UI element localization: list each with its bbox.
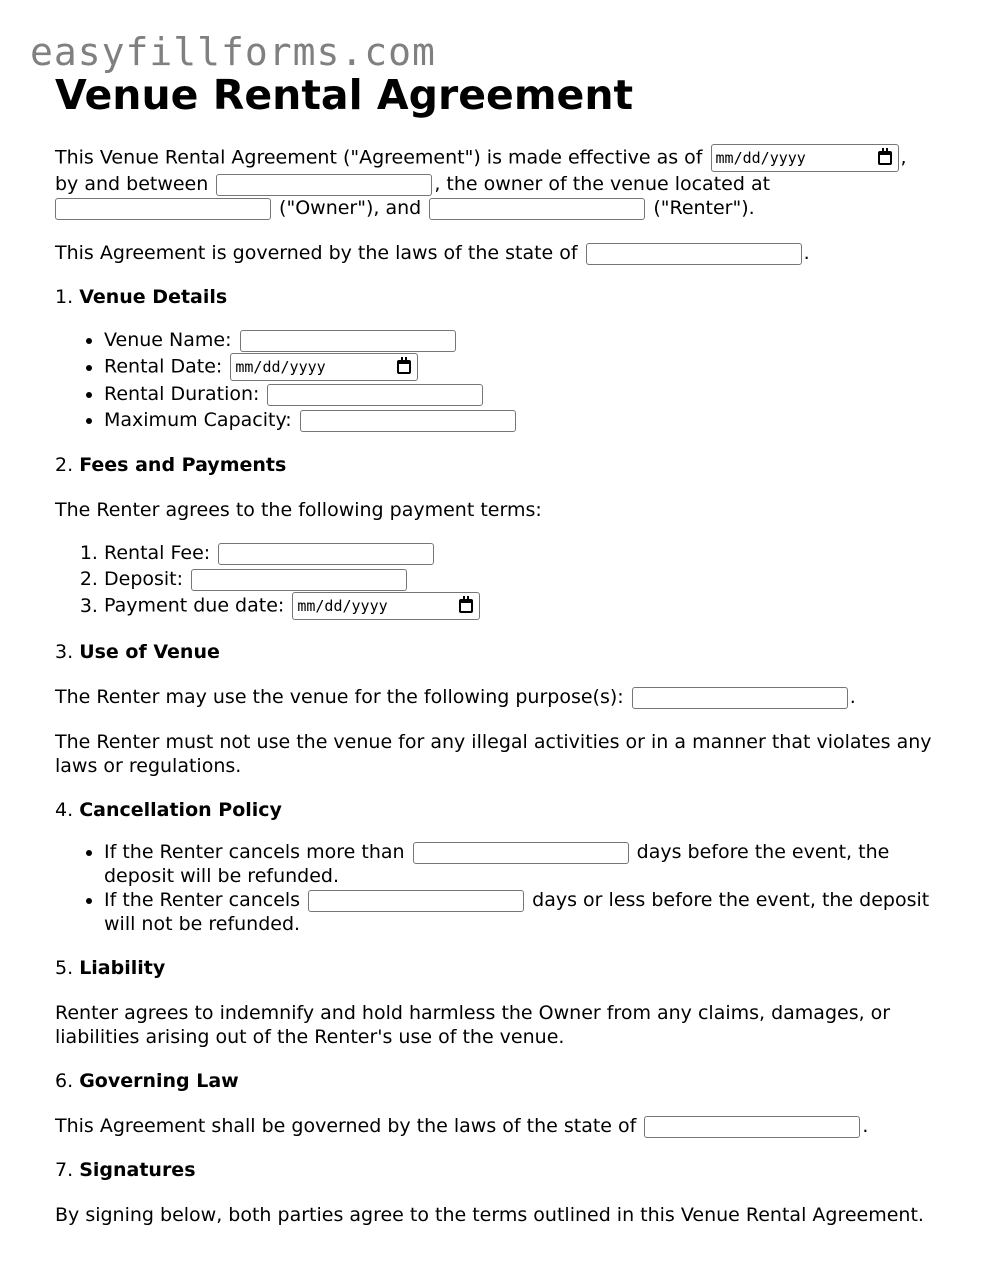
purpose-text: The Renter may use the venue for the following purpose(s): [55,686,624,708]
cancel-text: If the Renter cancels more than [104,841,405,863]
section-title: Fees and Payments [79,454,287,476]
max-capacity-input[interactable] [300,410,516,432]
calendar-icon[interactable] [459,599,473,613]
calendar-icon[interactable] [878,151,892,165]
governed-text: . [803,242,810,264]
field-label: Venue Name: [104,329,232,351]
rental-date-input[interactable] [230,353,418,381]
intro-text: ("Renter"). [653,197,755,219]
calendar-icon[interactable] [397,360,411,374]
purpose-text: . [849,686,856,708]
venue-details-list [55,327,955,433]
date-placeholder: mm/dd/yyyy [715,149,806,167]
list-item [104,540,955,566]
effective-date-input[interactable] [711,144,899,172]
list-item [104,566,955,592]
list-item [104,327,955,353]
section-number: 3. [55,641,74,663]
intro-text: ("Owner"), and [279,197,422,219]
list-item [104,353,955,381]
owner-name-input[interactable] [216,174,432,196]
signatures-text: By signing below, both parties agree to the terms outlined in this Venue Rental Agreement. [55,1204,924,1226]
rental-duration-input[interactable] [267,384,483,406]
section-heading [55,285,955,309]
field-label: Rental Date: [104,355,223,378]
list-item [104,592,955,620]
purpose-paragraph [55,685,955,709]
payment-terms-text: The Renter agrees to the following payment terms: [55,499,542,521]
governing-state-input[interactable] [586,243,802,265]
section-number: 4. [55,799,74,821]
intro-text: by and between [55,173,209,195]
field-label: Maximum Capacity: [104,409,292,431]
payment-due-date-input[interactable] [292,592,480,620]
section-number: 2. [55,454,74,476]
section-heading [55,453,955,477]
venue-location-input[interactable] [55,198,271,220]
section-title: Venue Details [79,286,228,308]
section-number: 7. [55,1159,74,1181]
intro-text: This Venue Rental Agreement ("Agreement") is made effective as of [55,146,703,169]
field-label: Rental Fee: [104,542,211,564]
field-label: Payment due date: [104,594,285,617]
cancel-text: days or less before the event, the deposit will not be refunded. [104,889,930,935]
field-label: Rental Duration: [104,383,260,405]
governing-law-text: . [862,1115,869,1137]
governing-law-text: This Agreement shall be governed by the laws of the state of [55,1115,637,1137]
governed-text: This Agreement is governed by the laws of the state of [55,242,578,264]
section-number: 1. [55,286,74,308]
renter-name-input[interactable] [429,198,645,220]
section-heading [55,956,955,980]
governed-paragraph [55,241,955,265]
page-title: Venue Rental Agreement [55,71,634,119]
section-title: Cancellation Policy [79,799,282,821]
illegal-use-text: The Renter must not use the venue for any illegal activities or in a manner that violates any laws or regulations. [55,731,932,777]
intro-text: , the owner of the venue located at [434,173,771,195]
venue-name-input[interactable] [240,330,456,352]
deposit-input[interactable] [191,569,407,591]
intro-text: , [900,146,907,169]
intro-paragraph [55,144,955,220]
cancel-text: days before the event, the deposit will be refunded. [104,841,890,887]
cancellation-list [55,840,955,936]
section-heading [55,1069,955,1093]
no-refund-days-input[interactable] [308,890,524,912]
list-item [104,407,955,433]
list-item [104,888,955,936]
section-heading [55,798,955,822]
liability-text: Renter agrees to indemnify and hold harmless the Owner from any claims, damages, or liabilities arising out of the Renter's use of the venue. [55,1002,891,1048]
list-item [104,840,955,888]
cancel-text: If the Renter cancels [104,889,301,911]
governing-law-paragraph [55,1114,955,1138]
section-title: Governing Law [79,1070,239,1092]
watermark: easyfillforms.com [30,30,436,74]
field-label: Deposit: [104,568,184,590]
payment-terms-list [55,540,955,620]
refund-days-input[interactable] [413,842,629,864]
section-title: Liability [79,957,166,979]
section-title: Signatures [79,1159,196,1181]
section-number: 5. [55,957,74,979]
section-title: Use of Venue [79,641,220,663]
date-placeholder: mm/dd/yyyy [297,597,388,615]
list-item [104,381,955,407]
section-heading [55,1158,955,1182]
date-placeholder: mm/dd/yyyy [235,358,326,376]
purpose-input[interactable] [632,687,848,709]
rental-fee-input[interactable] [218,543,434,565]
agreement-form [55,70,955,1227]
section-number: 6. [55,1070,74,1092]
governing-law-state-input[interactable] [644,1116,860,1138]
section-heading [55,640,955,664]
